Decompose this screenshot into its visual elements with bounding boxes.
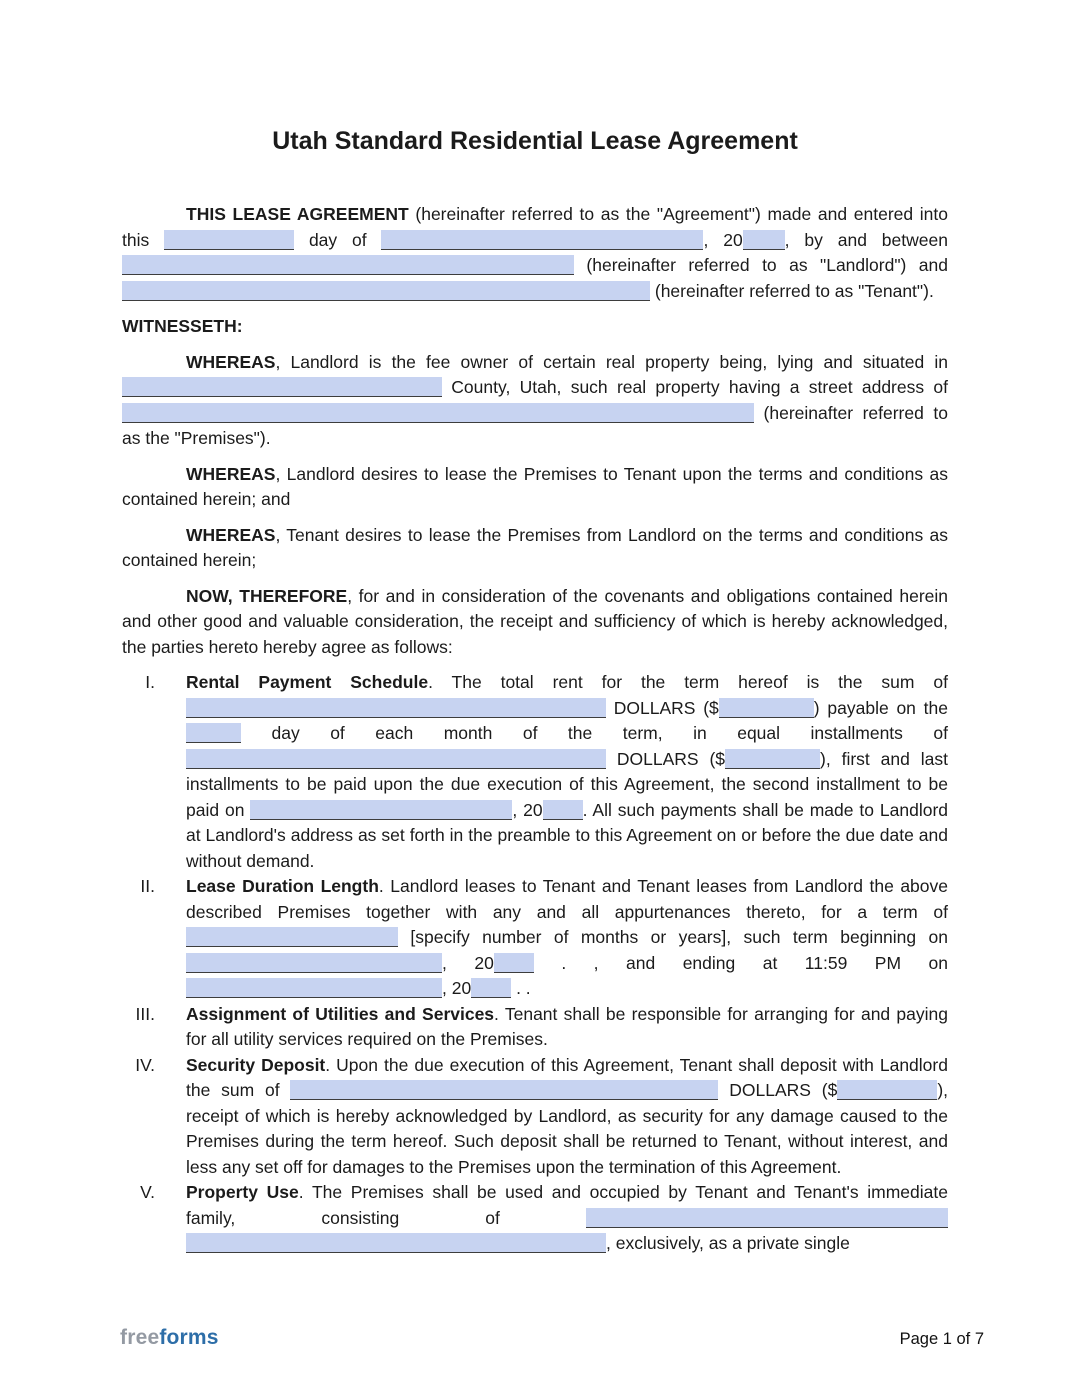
text-run: DOLLARS ($	[606, 697, 719, 718]
text-run: . , and ending at 11:59 PM on	[533, 952, 948, 973]
whereas-tenant-paragraph	[122, 523, 948, 574]
list-item-text	[186, 1180, 948, 1257]
list-item-text	[186, 1002, 948, 1053]
text-run: day of each month of the term, in equal installments of	[241, 723, 948, 743]
text-run: , by and between	[784, 229, 948, 250]
list-item-text	[186, 670, 948, 874]
agreement-month-field[interactable]	[381, 230, 703, 250]
total-rent-amount-field[interactable]	[719, 698, 814, 718]
intro-paragraph	[122, 202, 948, 304]
street-address-field[interactable]	[122, 403, 754, 423]
second-installment-date-field[interactable]	[250, 800, 512, 820]
witnesseth-heading	[122, 314, 948, 340]
security-deposit-words-field[interactable]	[290, 1080, 718, 1100]
county-field[interactable]	[122, 377, 442, 397]
agreement-year-field[interactable]	[743, 230, 785, 250]
installment-words-field[interactable]	[186, 749, 606, 769]
text-run: ), receipt of which is hereby acknowledged by Landlord, as security for any damage caused to the Premises during the term hereof. Such deposit shall be returned to Tenant, without interest, and less any set off for damages to the Premises upon the termination of this Agreement.	[186, 1080, 949, 1177]
document-title: Utah Standard Residential Lease Agreement	[272, 127, 798, 155]
bold-text: WITNESSETH:	[122, 316, 243, 336]
text-run: . The Premises shall be used and occupied by Tenant and Tenant's immediate family, consisting of	[186, 1182, 948, 1228]
brand-free-text: free	[120, 1325, 160, 1349]
bold-text: Lease Duration Length	[186, 876, 379, 896]
section-property-use	[122, 1180, 948, 1257]
text-run: , 20	[512, 799, 543, 820]
text-run: ), first and last installments to be paid upon the due execution of this Agreement, the second installment to be paid on	[186, 748, 948, 820]
whereas-landlord-paragraph	[122, 462, 948, 513]
text-run: , for and in consideration of the covenants and obligations contained herein and other good and valuable consideration, the receipt and sufficiency of which is hereby acknowledged, the parties hereto hereby agree as follows:	[122, 585, 948, 657]
section-security-deposit	[122, 1053, 948, 1181]
tenant-name-field[interactable]	[122, 281, 650, 301]
agreement-day-field[interactable]	[164, 230, 294, 250]
second-installment-year-field[interactable]	[543, 800, 583, 820]
section-lease-duration-length	[122, 874, 948, 1002]
text-run: DOLLARS ($	[606, 748, 726, 769]
lease-start-date-field[interactable]	[186, 953, 442, 973]
list-item-text	[186, 874, 948, 1002]
bold-text: Assignment of Utilities and Services	[186, 1003, 495, 1024]
list-marker: II.	[140, 876, 155, 896]
text-run: . .	[511, 978, 531, 998]
text-run: , Landlord is the fee owner of certain real property being, lying and situated in	[275, 351, 948, 372]
bold-text: Property Use	[186, 1182, 299, 1202]
text-run: , 20	[442, 978, 472, 998]
text-run: [specify number of months or years], such term beginning on	[398, 927, 948, 947]
bold-text: WHEREAS	[186, 524, 276, 545]
lease-start-year-field[interactable]	[494, 953, 534, 973]
text-run: County, Utah, such real property having a street address of	[442, 377, 948, 397]
text-run: (hereinafter referred to as the "Premises").	[122, 402, 948, 448]
total-rent-words-field[interactable]	[186, 698, 606, 718]
text-run: (hereinafter referred to as the "Agreement") made and entered into this	[122, 204, 948, 250]
lease-end-year-field[interactable]	[471, 978, 511, 998]
family-members-field-2[interactable]	[186, 1233, 606, 1253]
text-run: , exclusively, as a private single	[606, 1233, 850, 1253]
text-run: . Tenant shall be responsible for arranging for and paying for all utility services required on the Premises.	[186, 1003, 948, 1049]
document-body	[122, 202, 948, 1257]
text-run: , 20	[703, 229, 743, 250]
text-run: . Landlord leases to Tenant and Tenant leases from Landlord the above described Premises together with any and all appurtenances thereto, for a term of	[186, 876, 948, 922]
family-members-field[interactable]	[586, 1208, 948, 1228]
page-footer	[0, 1325, 1070, 1353]
list-marker: III.	[135, 1003, 155, 1024]
section-rental-payment-schedule	[122, 670, 948, 874]
freeforms-logo	[120, 1325, 219, 1351]
text-run: , Tenant desires to lease the Premises from Landlord on the terms and conditions as contained herein;	[122, 524, 948, 570]
text-run: . Upon the due execution of this Agreement, Tenant shall deposit with Landlord the sum of	[186, 1054, 948, 1100]
installment-amount-field[interactable]	[725, 749, 820, 769]
bold-text: THIS LEASE AGREEMENT	[186, 204, 409, 224]
list-marker: I.	[145, 672, 155, 692]
text-run: (hereinafter referred to as "Landlord") and	[574, 255, 948, 275]
list-marker: V.	[140, 1182, 155, 1202]
security-deposit-amount-field[interactable]	[837, 1080, 937, 1100]
page-number: Page 1 of 7	[899, 1329, 984, 1348]
lease-term-field[interactable]	[186, 927, 398, 947]
text-run: . All such payments shall be made to Landlord at Landlord's address as set forth in the preamble to this Agreement on or before the due date and without demand.	[186, 799, 949, 871]
text-run: , Landlord desires to lease the Premises to Tenant upon the terms and conditions as contained herein; and	[122, 463, 948, 509]
bold-text: NOW, THEREFORE	[186, 585, 348, 606]
text-run: ) payable on the	[813, 697, 949, 718]
list-marker: IV.	[135, 1054, 155, 1075]
landlord-name-field[interactable]	[122, 255, 574, 275]
now-therefore-paragraph	[122, 584, 948, 661]
whereas-property-paragraph	[122, 350, 948, 452]
bold-text: Rental Payment Schedule	[186, 672, 429, 692]
text-run: , 20	[442, 952, 494, 973]
text-run: day of	[294, 229, 382, 250]
lease-end-date-field[interactable]	[186, 978, 442, 998]
bold-text: Security Deposit	[186, 1054, 326, 1075]
text-run: DOLLARS ($	[718, 1080, 838, 1100]
brand-forms-text: forms	[159, 1325, 219, 1349]
rent-due-day-field[interactable]	[186, 723, 241, 743]
text-run: (hereinafter referred to as "Tenant").	[650, 280, 934, 301]
bold-text: WHEREAS	[186, 351, 276, 372]
section-assignment-of-utilities	[122, 1002, 948, 1053]
list-item-text	[186, 1053, 948, 1181]
text-run: . The total rent for the term hereof is the sum of	[428, 672, 948, 692]
bold-text: WHEREAS	[186, 463, 276, 484]
